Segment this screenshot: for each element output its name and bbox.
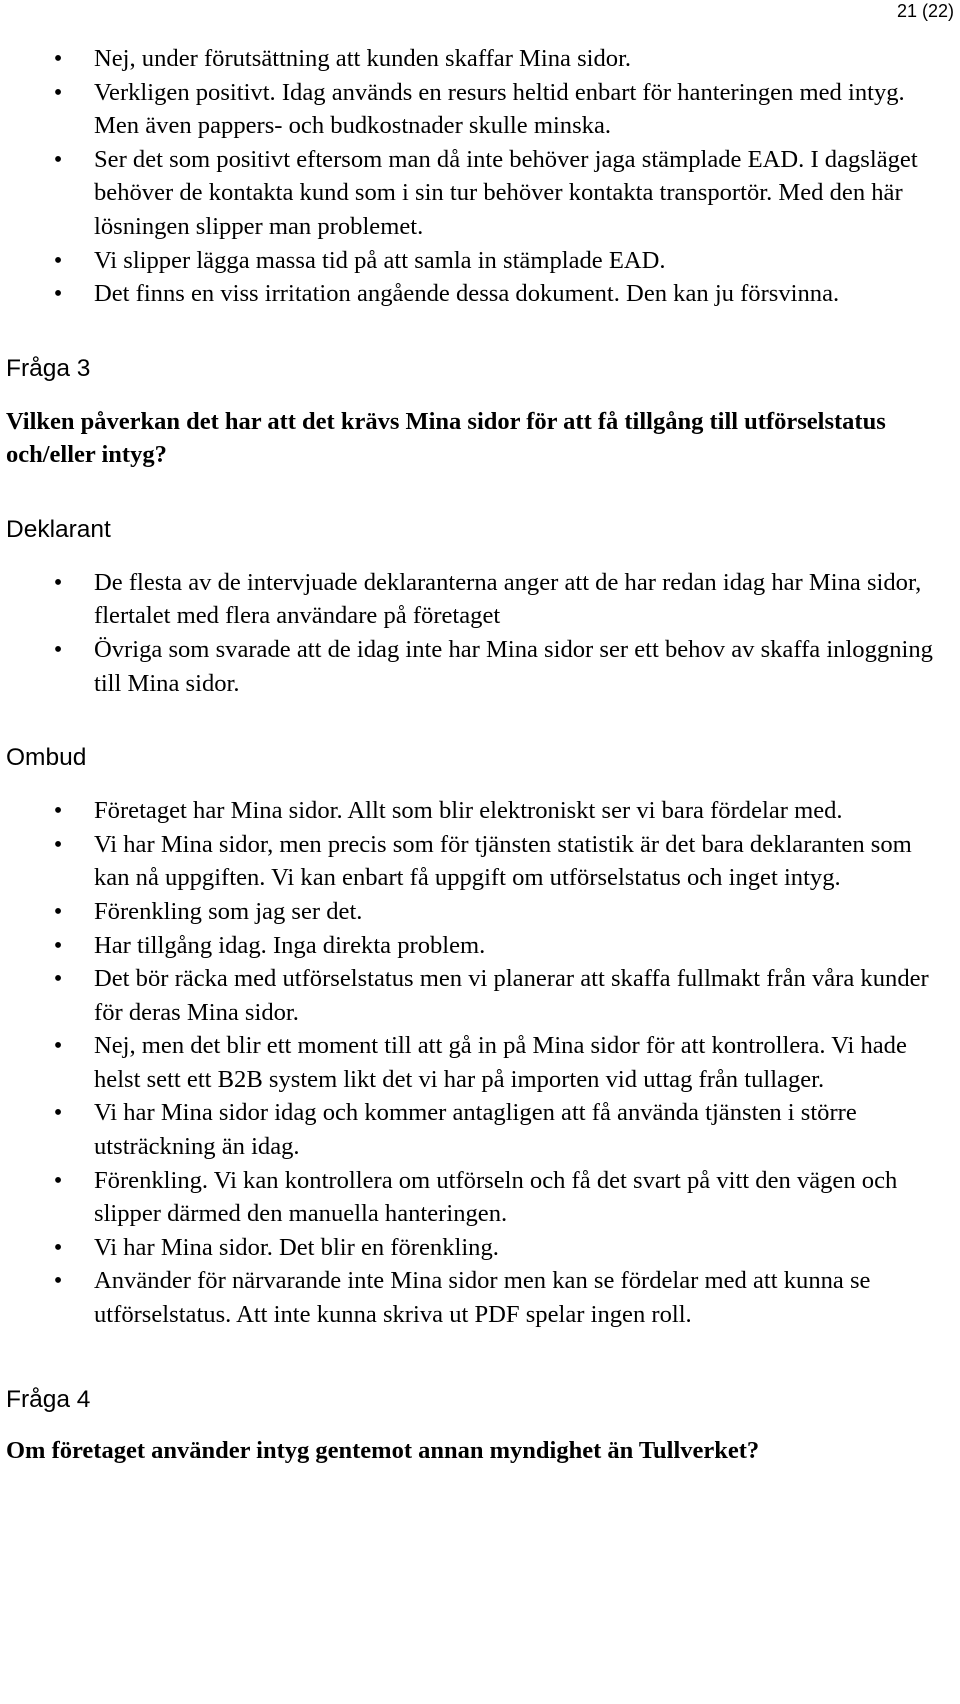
bullet-icon: • (53, 78, 63, 106)
question-3-text: Vilken påverkan det har att det krävs Mina sidor för att få tillgång till utförselstatus och/eller intyg? (6, 407, 886, 469)
list-item (6, 566, 956, 633)
ombud-heading: Ombud (6, 744, 87, 772)
list-item-text: Nej, men det blir ett moment till att gå in på Mina sidor för att kontrollera. Vi hade helst sett ett B2B system likt det vi har på importen vid uttag från tullager. (94, 1032, 907, 1093)
list-item-text: Vi slipper lägga massa tid på att samla in stämplade EAD. (94, 246, 666, 274)
bullet-icon: • (53, 635, 63, 663)
list-item (6, 76, 956, 143)
list-item (6, 42, 956, 76)
list-item-text: Verkligen positivt. Idag används en resurs heltid enbart för hanteringen med intyg. Men även pappers- och budkostnader skulle minska. (94, 78, 905, 140)
bullet-icon: • (53, 1032, 63, 1060)
bullet-icon: • (53, 1267, 63, 1295)
bullet-icon: • (53, 830, 63, 858)
list-item-text: Det finns en viss irritation angående dessa dokument. Den kan ju försvinna. (94, 280, 840, 308)
bullet-icon: • (53, 897, 63, 925)
bullet-icon: • (53, 280, 63, 308)
list-item-text: Använder för närvarande inte Mina sidor men kan se fördelar med att kunna se utförselstatus. Att inte kunna skriva ut PDF spelar ingen roll. (94, 1267, 871, 1329)
bullet-icon: • (53, 1099, 63, 1127)
bullet-icon: • (53, 45, 63, 72)
question-4-text: Om företaget använder intyg gentemot annan myndighet än Tullverket? (6, 1436, 760, 1464)
question-4-heading: Fråga 4 (6, 1385, 91, 1413)
question-3-heading: Fråga 3 (6, 354, 91, 382)
list-item (6, 929, 956, 963)
bullet-icon: • (53, 568, 63, 596)
list-item (6, 1264, 956, 1331)
list-item-text: Företaget har Mina sidor. Allt som blir elektroniskt ser vi bara fördelar med. (94, 797, 843, 825)
list-item-text: Vi har Mina sidor. Det blir en förenkling. (94, 1233, 499, 1261)
list-item-text: Det bör räcka med utförselstatus men vi planerar att skaffa fullmakt från våra kunder för deras Mina sidor. (94, 965, 929, 1026)
list-item (6, 962, 956, 1029)
list-item-text: De flesta av de intervjuade deklaranterna anger att de har redan idag har Mina sidor, flertalet med flera användare på företaget (94, 568, 922, 630)
bullet-icon: • (53, 1233, 63, 1261)
list-item (6, 244, 956, 278)
list-item-text: Har tillgång idag. Inga direkta problem. (94, 931, 486, 959)
list-item-text: Vi har Mina sidor idag och kommer antagligen att få använda tjänsten i större utsträckning än idag. (94, 1099, 857, 1161)
list-item (6, 1231, 956, 1265)
answer-list-top (6, 42, 956, 311)
list-item (6, 633, 956, 700)
deklarant-list (6, 566, 956, 700)
list-item (6, 143, 956, 244)
bullet-icon: • (53, 145, 63, 173)
list-item (6, 828, 956, 895)
list-item-text: Ser det som positivt eftersom man då inte behöver jaga stämplade EAD. I dagsläget behöver de kontakta kund som i sin tur behöver kontakta transportör. Med den här lösningen slipper man problemet. (94, 145, 918, 240)
list-item (6, 1029, 956, 1096)
list-item (6, 1164, 956, 1231)
page-number: 21 (22) (896, 1, 954, 21)
bullet-icon: • (53, 931, 63, 959)
deklarant-heading: Deklarant (6, 515, 111, 543)
list-item-text: Vi har Mina sidor, men precis som för tjänsten statistik är det bara deklaranten som kan nå uppgiften. Vi kan enbart få uppgift om utförselstatus och inget intyg. (94, 830, 912, 892)
list-item (6, 277, 956, 311)
list-item-text: Nej, under förutsättning att kunden skaffar Mina sidor. (94, 45, 632, 72)
list-item-text: Förenkling. Vi kan kontrollera om utförseln och få det svart på vitt den vägen och slipper därmed den manuella hanteringen. (94, 1166, 898, 1228)
bullet-icon: • (53, 965, 63, 993)
list-item-text: Förenkling som jag ser det. (94, 897, 363, 925)
document-body (6, 42, 956, 1467)
list-item (6, 794, 956, 828)
list-item-text: Övriga som svarade att de idag inte har Mina sidor ser ett behov av skaffa inloggning till Mina sidor. (94, 635, 933, 697)
list-item (6, 1096, 956, 1163)
ombud-list (6, 794, 956, 1332)
list-item (6, 895, 956, 929)
bullet-icon: • (53, 1166, 63, 1194)
bullet-icon: • (53, 246, 63, 274)
bullet-icon: • (53, 797, 63, 825)
